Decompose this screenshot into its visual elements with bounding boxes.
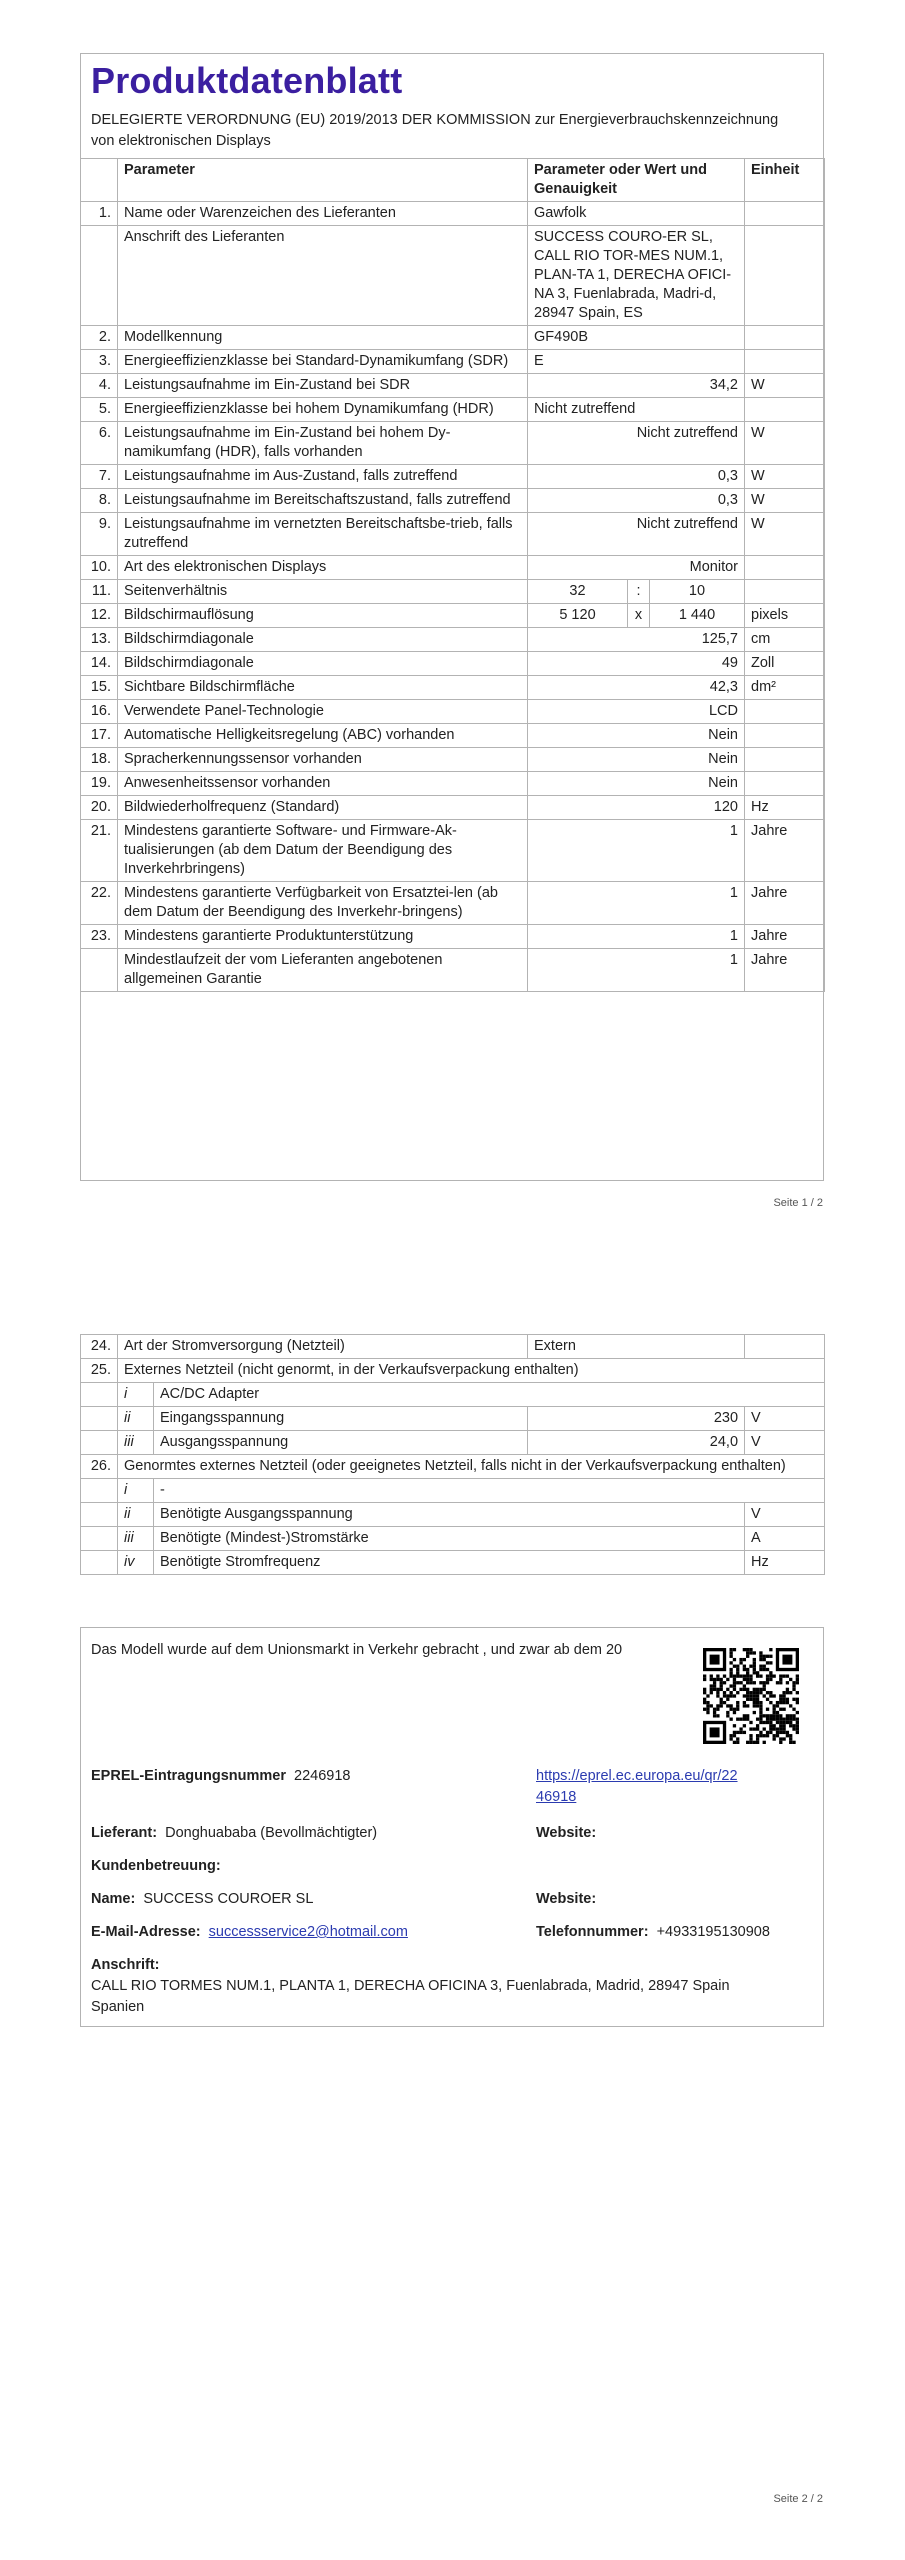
unit-cell: [745, 350, 825, 374]
value-cell: 42,3: [528, 676, 745, 700]
parameter-cell: Leistungsaufnahme im Ein-Zustand bei hohem Dy-namikumfang (HDR), falls vorhanden: [118, 422, 528, 465]
supplier-label: Lieferant:: [91, 1825, 158, 1841]
table-row: 14. Bildschirmdiagonale 49 Zoll: [81, 652, 825, 676]
address-label: Anschrift:: [91, 1957, 160, 1973]
unit-cell: [745, 724, 825, 748]
parameter-cell: Bildschirmauflösung: [118, 604, 528, 628]
unit-cell: Jahre: [745, 882, 825, 925]
table-sub-row: i -: [81, 1479, 825, 1503]
header-parameter: Parameter: [118, 159, 528, 202]
unit-cell: Hz: [745, 796, 825, 820]
parameter-cell: Leistungsaufnahme im Ein-Zustand bei SDR: [118, 374, 528, 398]
parameter-cell: Bildwiederholfrequenz (Standard): [118, 796, 528, 820]
unit-cell: [745, 326, 825, 350]
unit-cell: [745, 226, 825, 326]
unit-cell: Jahre: [745, 949, 825, 992]
unit-cell: [745, 748, 825, 772]
table-row: 16. Verwendete Panel-Technologie LCD: [81, 700, 825, 724]
parameter-cell: Anwesenheitssensor vorhanden: [118, 772, 528, 796]
unit-cell: W: [745, 489, 825, 513]
parameter-cell: Mindestens garantierte Software- und Firmware-Ak-tualisierungen (ab dem Datum der Beendigung des Inverkehrbringens): [118, 820, 528, 882]
value-cell: Nicht zutreffend: [528, 513, 745, 556]
email-link[interactable]: successservice2@hotmail.com: [208, 1924, 408, 1940]
table-sub-row: ii Eingangsspannung 230 V: [81, 1407, 825, 1431]
table-sub-row: i AC/DC Adapter: [81, 1383, 825, 1407]
table-row: 19. Anwesenheitssensor vorhanden Nein: [81, 772, 825, 796]
parameter-cell: Energieeffizienzklasse bei Standard-Dynamikumfang (SDR): [118, 350, 528, 374]
unit-cell: cm: [745, 628, 825, 652]
table-row: 25. Externes Netzteil (nicht genormt, in der Verkaufsverpackung enthalten): [81, 1359, 825, 1383]
table-row: 6. Leistungsaufnahme im Ein-Zustand bei hohem Dy-namikumfang (HDR), falls vorhanden Nicht zutreffend W: [81, 422, 825, 465]
parameter-cell: Seitenverhältnis: [118, 580, 528, 604]
value-cell: Nein: [528, 724, 745, 748]
table-row: 22. Mindestens garantierte Verfügbarkeit von Ersatztei-len (ab dem Datum der Beendigung des Inverkehr-bringens) 1 Jahre: [81, 882, 825, 925]
unit-cell: [745, 202, 825, 226]
table-sub-row: iii Benötigte (Mindest-)Stromstärke A: [81, 1527, 825, 1551]
value-cell: 1: [528, 949, 745, 992]
value-cell: 120: [528, 796, 745, 820]
eprel-link-cont[interactable]: 46918: [536, 1789, 577, 1805]
product-data-sheet: [80, 53, 824, 1181]
page-title: Produktdatenblatt: [91, 60, 403, 101]
value-cell: SUCCESS COURO-ER SL, CALL RIO TOR-MES NUM.1, PLAN-TA 1, DERECHA OFICI-NA 3, Fuenlabrada, Madri-d, 28947 Spain, ES: [528, 226, 745, 326]
address-line: CALL RIO TORMES NUM.1, PLANTA 1, DERECHA OFICINA 3, Fuenlabrada, Madrid, 28947 Spain: [91, 1978, 730, 1994]
parameter-cell: Anschrift des Lieferanten: [118, 226, 528, 326]
unit-cell: [745, 556, 825, 580]
phone-value: +4933195130908: [656, 1924, 770, 1940]
header-unit: Einheit: [745, 159, 825, 202]
power-supply-table: [80, 1334, 825, 1575]
table-row: 2. Modellkennung GF490B: [81, 326, 825, 350]
parameter-cell: Spracherkennungssensor vorhanden: [118, 748, 528, 772]
parameter-cell: Sichtbare Bildschirmfläche: [118, 676, 528, 700]
table-row: 10. Art des elektronischen Displays Monitor: [81, 556, 825, 580]
name-value: SUCCESS COUROER SL: [143, 1891, 314, 1907]
table-row: 1. Name oder Warenzeichen des Lieferanten Gawfolk: [81, 202, 825, 226]
email-label: E-Mail-Adresse:: [91, 1924, 201, 1940]
website-label-2: Website:: [536, 1891, 597, 1907]
eprel-link[interactable]: https://eprel.ec.europa.eu/qr/22: [536, 1768, 738, 1784]
unit-cell: W: [745, 465, 825, 489]
header-value: Parameter oder Wert und Genauigkeit: [528, 159, 745, 202]
table-row: [81, 226, 825, 326]
parameter-cell: Energieeffizienzklasse bei hohem Dynamikumfang (HDR): [118, 398, 528, 422]
value-cell: Nicht zutreffend: [528, 422, 745, 465]
value-cell: LCD: [528, 700, 745, 724]
parameter-cell: Leistungsaufnahme im Aus-Zustand, falls zutreffend: [118, 465, 528, 489]
value-cell: 0,3: [528, 465, 745, 489]
parameter-cell: Mindestens garantierte Produktunterstützung: [118, 925, 528, 949]
value-cell: Monitor: [528, 556, 745, 580]
table-row: 9. Leistungsaufnahme im vernetzten Bereitschaftsbe-trieb, falls zutreffend Nicht zutreffend W: [81, 513, 825, 556]
unit-cell: W: [745, 374, 825, 398]
phone-label: Telefonnummer:: [536, 1924, 649, 1940]
unit-cell: [745, 772, 825, 796]
address-country: Spanien: [91, 1999, 145, 2015]
unit-cell: W: [745, 513, 825, 556]
parameter-cell: Bildschirmdiagonale: [118, 628, 528, 652]
parameter-cell: Art des elektronischen Displays: [118, 556, 528, 580]
table-row: 18. Spracherkennungssensor vorhanden Nein: [81, 748, 825, 772]
page-number: Seite 2 / 2: [773, 2493, 823, 2505]
table-row: 20. Bildwiederholfrequenz (Standard) 120 Hz: [81, 796, 825, 820]
parameter-cell: Name oder Warenzeichen des Lieferanten: [118, 202, 528, 226]
unit-cell: Jahre: [745, 820, 825, 882]
table-row: 15. Sichtbare Bildschirmfläche 42,3 dm²: [81, 676, 825, 700]
regulation-subtitle: DELEGIERTE VERORDNUNG (EU) 2019/2013 DER KOMMISSION zur Energieverbrauchskennzeichnung von elektronischen Displays: [91, 112, 779, 149]
table-row: [81, 949, 825, 992]
table-row: 12. Bildschirmauflösung 5 120 x 1 440 pixels: [81, 604, 825, 628]
unit-cell: W: [745, 422, 825, 465]
value-cell: Gawfolk: [528, 202, 745, 226]
table-row: 4. Leistungsaufnahme im Ein-Zustand bei SDR 34,2 W: [81, 374, 825, 398]
eprel-info-card: [80, 1627, 824, 2027]
table-sub-row: ii Benötigte Ausgangsspannung V: [81, 1503, 825, 1527]
unit-cell: [745, 700, 825, 724]
table-header-row: [81, 159, 825, 202]
page-number: Seite 1 / 2: [773, 1197, 823, 1209]
parameter-cell: Verwendete Panel-Technologie: [118, 700, 528, 724]
market-date-text: Das Modell wurde auf dem Unionsmarkt in Verkehr gebracht , und zwar ab dem 20: [91, 1642, 623, 1658]
value-cell: 125,7: [528, 628, 745, 652]
value-cell: GF490B: [528, 326, 745, 350]
table-row: 24. Art der Stromversorgung (Netzteil) Extern: [81, 1335, 825, 1359]
unit-cell: [745, 580, 825, 604]
value-cell: 1: [528, 820, 745, 882]
parameter-table: [80, 158, 825, 992]
table-row: 11. Seitenverhältnis 32 : 10: [81, 580, 825, 604]
table-row: 8. Leistungsaufnahme im Bereitschaftszustand, falls zutreffend 0,3 W: [81, 489, 825, 513]
value-cell: 49: [528, 652, 745, 676]
parameter-cell: Mindestlaufzeit der vom Lieferanten angebotenen allgemeinen Garantie: [118, 949, 528, 992]
parameter-cell: Leistungsaufnahme im vernetzten Bereitschaftsbe-trieb, falls zutreffend: [118, 513, 528, 556]
parameter-cell: Automatische Helligkeitsregelung (ABC) vorhanden: [118, 724, 528, 748]
table-sub-row: iii Ausgangsspannung 24,0 V: [81, 1431, 825, 1455]
table-row: 5. Energieeffizienzklasse bei hohem Dynamikumfang (HDR) Nicht zutreffend: [81, 398, 825, 422]
parameter-cell: Modellkennung: [118, 326, 528, 350]
eprel-number: 2246918: [294, 1768, 351, 1784]
value-cell: E: [528, 350, 745, 374]
unit-cell: [745, 398, 825, 422]
name-label: Name:: [91, 1891, 136, 1907]
value-cell: 1: [528, 882, 745, 925]
unit-cell: dm²: [745, 676, 825, 700]
table-row: 7. Leistungsaufnahme im Aus-Zustand, falls zutreffend 0,3 W: [81, 465, 825, 489]
parameter-cell: Leistungsaufnahme im Bereitschaftszustand, falls zutreffend: [118, 489, 528, 513]
table-sub-row: iv Benötigte Stromfrequenz Hz: [81, 1551, 825, 1575]
table-row: 13. Bildschirmdiagonale 125,7 cm: [81, 628, 825, 652]
value-cell: 1: [528, 925, 745, 949]
table-row: 21. Mindestens garantierte Software- und Firmware-Ak-tualisierungen (ab dem Datum der Beendigung des Inverkehrbringens) 1 Jahre: [81, 820, 825, 882]
value-cell: 34,2: [528, 374, 745, 398]
parameter-cell: Bildschirmdiagonale: [118, 652, 528, 676]
unit-cell: pixels: [745, 604, 825, 628]
unit-cell: Jahre: [745, 925, 825, 949]
table-row: 23. Mindestens garantierte Produktunterstützung 1 Jahre: [81, 925, 825, 949]
value-cell: 0,3: [528, 489, 745, 513]
value-cell: Nein: [528, 748, 745, 772]
qr-code-icon[interactable]: [703, 1648, 799, 1744]
table-row: 26. Genormtes externes Netzteil (oder geeignetes Netzteil, falls nicht in der Verkaufsverpackung enthalten): [81, 1455, 825, 1479]
value-cell: Nicht zutreffend: [528, 398, 745, 422]
eprel-label: EPREL-Eintragungsnummer: [91, 1768, 286, 1784]
parameter-cell: Mindestens garantierte Verfügbarkeit von Ersatztei-len (ab dem Datum der Beendigung des Inverkehr-bringens): [118, 882, 528, 925]
table-row: 3. Energieeffizienzklasse bei Standard-Dynamikumfang (SDR) E: [81, 350, 825, 374]
customer-service-label: Kundenbetreuung:: [91, 1858, 221, 1874]
table-row: 17. Automatische Helligkeitsregelung (ABC) vorhanden Nein: [81, 724, 825, 748]
supplier-value: Donghuababa (Bevollmächtigter): [165, 1825, 378, 1841]
unit-cell: Zoll: [745, 652, 825, 676]
website-label: Website:: [536, 1825, 597, 1841]
value-cell: Nein: [528, 772, 745, 796]
